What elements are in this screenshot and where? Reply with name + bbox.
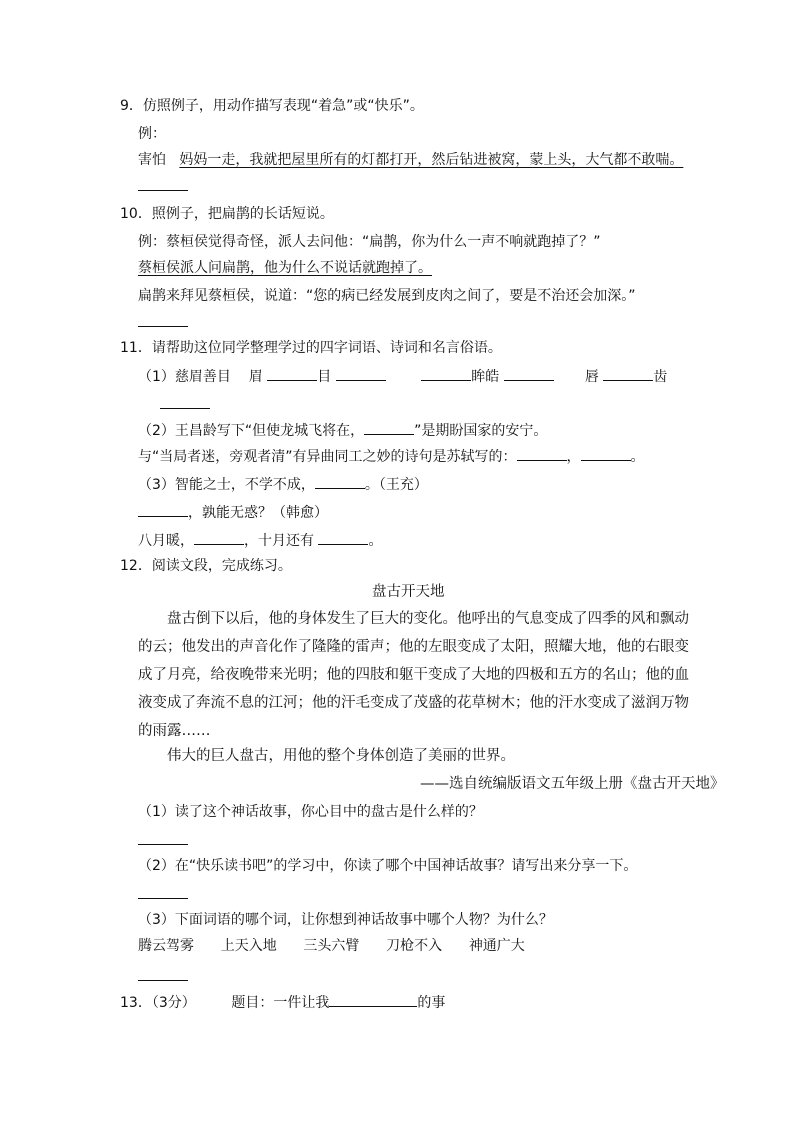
q11-p3a-post: 。（王充）	[364, 477, 428, 493]
q13-title: 13．（3分）	[120, 995, 196, 1011]
q11-part3b	[138, 502, 328, 523]
q13-line	[120, 992, 445, 1013]
q10-answer-line[interactable]	[138, 312, 188, 333]
q11-p3b-post: ，孰能无惑？（韩愈）	[188, 505, 328, 521]
q11-p1-w1: 眉	[248, 369, 263, 385]
q11-part3a	[138, 474, 428, 495]
q10-title: 10．照例子，把扁鹊的长话短说。	[120, 206, 334, 222]
q11-p1-w5: 齿	[653, 369, 668, 385]
q11-p3c-mid: ，十月还有	[244, 533, 314, 549]
q11-p1-blank6[interactable]	[160, 394, 210, 415]
q11-p1-w4: 唇	[584, 369, 599, 385]
q11-p3a-blank[interactable]	[315, 474, 365, 489]
q11-p3c-blank2[interactable]	[318, 530, 368, 545]
q11-p1-blank3[interactable]	[421, 366, 471, 381]
q12-word-4: 刀枪不入	[386, 938, 443, 954]
q11-p1-w2: 目	[317, 369, 332, 385]
q11-p2a-post: ”是期盼国家的安宁。	[414, 423, 548, 439]
q13-topic-blank[interactable]	[329, 992, 417, 1007]
q12-sub2-answer-line[interactable]	[138, 884, 188, 905]
q12-word-5: 神通广大	[468, 938, 525, 954]
q11-title: 11．请帮助这位同学整理学过的四字词语、诗词和名言俗语。	[120, 340, 502, 356]
q11-p3c-pre: 八月暖，	[138, 533, 194, 549]
q12-word-3: 三头六臂	[303, 938, 360, 954]
q11-p2a-pre: （2）王昌龄写下“但使龙城飞将在，	[138, 423, 365, 439]
q12-passage-paragraph-1: 盘古倒下以后，他的身体发生了巨大的变化。他呼出的气息变成了四季的风和飘动的云；他发出的声音化作了隆隆的雷声；他的左眼变成了太阳，照耀大地，他的右眼变成了月亮，给夜晚带来光明；他的四肢和躯干变成了大地的四极和五方的名山；他的血液变成了奔流不息的江河；他的汗毛变成了茂盛的花草树木；他的汗水变成了滋润万物的雨露……	[138, 611, 689, 739]
q11-p1-w3: 眸皓	[471, 369, 500, 385]
q11-p2b-blank2[interactable]	[581, 446, 631, 461]
q9-example-word: 害怕	[138, 152, 166, 168]
q11-p2b-end: 。	[630, 449, 645, 465]
q13-topic-post: 的事	[417, 995, 446, 1011]
q11-p1-prefix: （1）慈眉善目	[138, 369, 231, 385]
q11-p1-blank1[interactable]	[267, 366, 317, 381]
q12-sub3: （3）下面词语的哪个词，让你想到神话故事中哪个人物？为什么？	[138, 912, 553, 928]
q11-p1-blank2[interactable]	[336, 366, 386, 381]
q12-title: 12．阅读文段，完成练习。	[120, 558, 292, 574]
q12-source: ——选自统编版语文五年级上册《盘古开天地》	[420, 776, 725, 792]
q12-word-1: 腾云驾雾	[138, 938, 194, 954]
q9-example-label: 例：	[138, 126, 166, 142]
q11-part1	[138, 366, 667, 387]
q11-p1-blank4[interactable]	[504, 366, 554, 381]
q11-p3b-blank[interactable]	[138, 502, 188, 517]
q11-part3c	[138, 530, 382, 551]
q12-word-2: 上天入地	[220, 938, 277, 954]
q11-p2b-blank1[interactable]	[517, 446, 567, 461]
q11-p3c-blank1[interactable]	[194, 530, 244, 545]
q11-p1-blank5[interactable]	[603, 366, 653, 381]
q11-p2a-blank[interactable]	[364, 420, 414, 435]
q9-example-sentence: 妈妈一走，我就把屋里所有的灯都打开，然后钻进被窝，蒙上头，大气都不敢喘。	[179, 152, 684, 168]
q12-sub1-answer-line[interactable]	[138, 830, 188, 851]
q11-p3c-end: 。	[368, 533, 383, 549]
q10-example-answer: 蔡桓侯派人问扁鹊，他为什么不说话就跑掉了。	[138, 260, 432, 276]
q12-passage-paragraph-2: 伟大的巨人盘古，用他的整个身体创造了美丽的世界。	[167, 748, 515, 764]
q12-sub3-answer-line[interactable]	[138, 966, 188, 987]
q10-example: 例：蔡桓侯觉得奇怪，派人去问他：“扁鹊，你为什么一声不响就跑掉了？”	[138, 234, 601, 250]
q12-sub1: （1）读了这个神话故事，你心目中的盘古是什么样的？	[138, 804, 483, 820]
q11-p3a-pre: （3）智能之士，不学不成，	[138, 477, 315, 493]
q13-topic-pre: 题目：一件让我	[231, 995, 330, 1011]
q11-part2b	[138, 446, 645, 467]
q9-example	[138, 150, 683, 170]
q11-p2b-pre: 与“当局者迷，旁观者清”有异曲同工之妙的诗句是苏轼写的：	[138, 449, 517, 465]
q11-part2a	[138, 420, 547, 441]
q11-p2b-sep: ，	[566, 449, 581, 465]
q10-task: 扁鹊来拜见蔡桓侯，说道：“您的病已经发展到皮肉之间了，要是不治还会加深。”	[138, 288, 636, 304]
q12-passage-title: 盘古开天地	[372, 584, 445, 600]
q12-sub2: （2）在“快乐读书吧”的学习中，你读了哪个中国神话故事？请写出来分享一下。	[138, 858, 638, 874]
q12-word-list	[138, 936, 525, 956]
q9-title: 9．仿照例子，用动作描写表现“着急”或“快乐”。	[120, 98, 424, 114]
q9-answer-line[interactable]	[138, 176, 188, 197]
